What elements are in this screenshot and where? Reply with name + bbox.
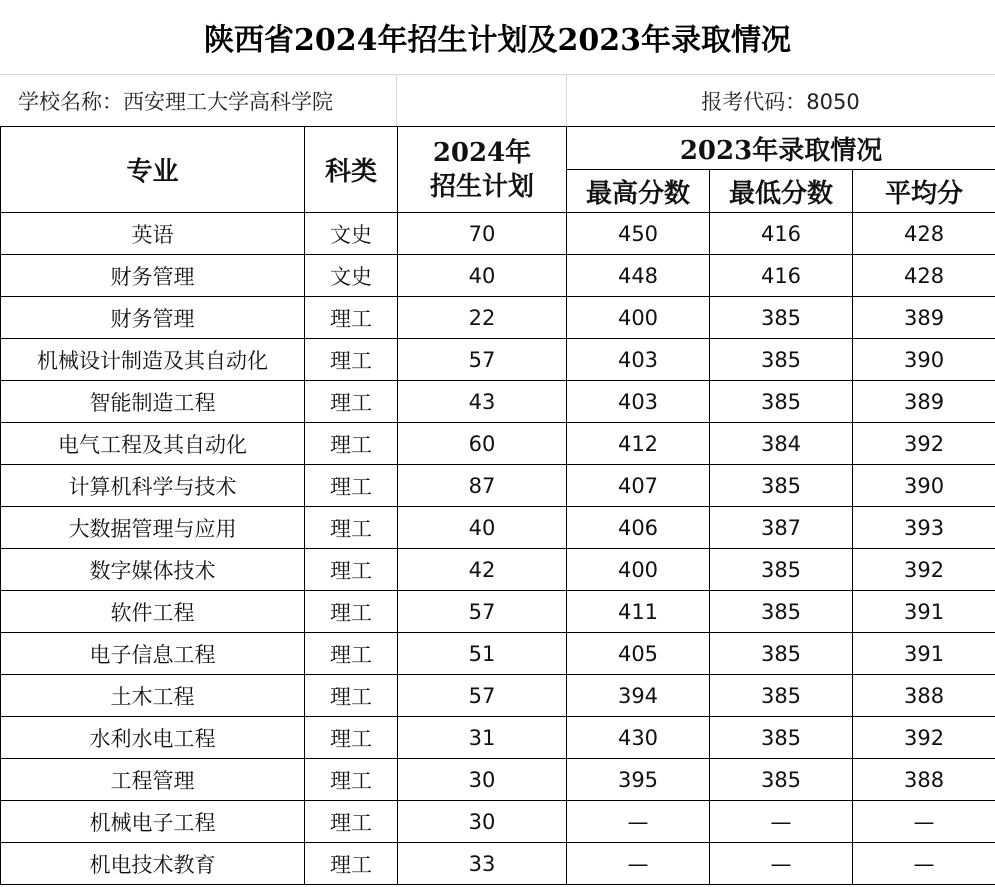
table-row (1, 255, 995, 297)
cell-avg-score: 392 (853, 423, 995, 465)
cell-max-score: 403 (567, 381, 710, 423)
cell-category: 理工 (305, 507, 398, 549)
header-plan-line2: 招生计划 (429, 171, 534, 202)
cell-avg-score: 391 (853, 633, 995, 675)
table-row (1, 297, 995, 339)
table-row (1, 801, 995, 843)
school-info-row (0, 75, 995, 126)
cell-min-score: 384 (710, 423, 853, 465)
cell-avg-score: 391 (853, 591, 995, 633)
table-row (1, 465, 995, 507)
sheet-title: 陕西省2024年招生计划及2023年录取情况 (0, 0, 995, 75)
cell-plan: 60 (398, 423, 567, 465)
cell-max-score: 400 (567, 549, 710, 591)
table-row (1, 591, 995, 633)
cell-major: 水利水电工程 (1, 717, 305, 759)
table-row (1, 381, 995, 423)
header-min-score: 最低分数 (710, 170, 853, 213)
cell-min-score: 385 (710, 633, 853, 675)
cell-major: 财务管理 (1, 297, 305, 339)
cell-plan: 57 (398, 339, 567, 381)
cell-max-score: 403 (567, 339, 710, 381)
table-row (1, 549, 995, 591)
cell-category: 理工 (305, 591, 398, 633)
cell-max-score: 448 (567, 255, 710, 297)
cell-avg-score: 389 (853, 381, 995, 423)
cell-max-score: 430 (567, 717, 710, 759)
cell-plan: 40 (398, 255, 567, 297)
cell-min-score: — (710, 801, 853, 843)
cell-avg-score: 393 (853, 507, 995, 549)
table-row (1, 339, 995, 381)
cell-avg-score: 388 (853, 675, 995, 717)
cell-avg-score: 428 (853, 255, 995, 297)
header-major: 专业 (1, 127, 305, 213)
table-row (1, 213, 995, 255)
cell-min-score: 416 (710, 213, 853, 255)
cell-min-score: 387 (710, 507, 853, 549)
cell-category: 理工 (305, 297, 398, 339)
cell-category: 理工 (305, 549, 398, 591)
cell-major: 机械电子工程 (1, 801, 305, 843)
cell-major: 计算机科学与技术 (1, 465, 305, 507)
cell-major: 电气工程及其自动化 (1, 423, 305, 465)
cell-major: 机械设计制造及其自动化 (1, 339, 305, 381)
cell-avg-score: 389 (853, 297, 995, 339)
cell-plan: 43 (398, 381, 567, 423)
cell-major: 大数据管理与应用 (1, 507, 305, 549)
cell-plan: 87 (398, 465, 567, 507)
cell-category: 理工 (305, 633, 398, 675)
cell-min-score: 385 (710, 339, 853, 381)
cell-max-score: 395 (567, 759, 710, 801)
cell-min-score: 385 (710, 759, 853, 801)
cell-major: 工程管理 (1, 759, 305, 801)
cell-major: 机电技术教育 (1, 843, 305, 885)
cell-avg-score: — (853, 801, 995, 843)
cell-avg-score: 390 (853, 465, 995, 507)
cell-major: 软件工程 (1, 591, 305, 633)
cell-avg-score: 390 (853, 339, 995, 381)
table-row (1, 717, 995, 759)
cell-max-score: 405 (567, 633, 710, 675)
header-avg-score: 平均分 (853, 170, 995, 213)
cell-plan: 33 (398, 843, 567, 885)
cell-category: 理工 (305, 759, 398, 801)
divider (396, 75, 397, 126)
school-code: 报考代码：8050 (701, 89, 860, 114)
cell-max-score: — (567, 843, 710, 885)
cell-min-score: 385 (710, 465, 853, 507)
cell-avg-score: — (853, 843, 995, 885)
cell-min-score: 385 (710, 549, 853, 591)
school-name: 学校名称：西安理工大学高科学院 (18, 89, 333, 114)
table-row (1, 759, 995, 801)
cell-category: 理工 (305, 339, 398, 381)
cell-max-score: 450 (567, 213, 710, 255)
header-plan (398, 127, 567, 213)
cell-plan: 30 (398, 801, 567, 843)
cell-min-score: 385 (710, 591, 853, 633)
table-row (1, 507, 995, 549)
cell-category: 理工 (305, 465, 398, 507)
cell-min-score: 385 (710, 381, 853, 423)
cell-plan: 57 (398, 675, 567, 717)
cell-min-score: 385 (710, 717, 853, 759)
cell-category: 文史 (305, 255, 398, 297)
cell-max-score: 412 (567, 423, 710, 465)
cell-plan: 30 (398, 759, 567, 801)
cell-max-score: 411 (567, 591, 710, 633)
cell-major: 英语 (1, 213, 305, 255)
cell-avg-score: 392 (853, 717, 995, 759)
cell-category: 理工 (305, 381, 398, 423)
cell-max-score: — (567, 801, 710, 843)
cell-min-score: 385 (710, 297, 853, 339)
cell-category: 文史 (305, 213, 398, 255)
header-plan-line1: 2024年 (432, 137, 532, 168)
cell-min-score: 385 (710, 675, 853, 717)
cell-category: 理工 (305, 423, 398, 465)
cell-category: 理工 (305, 675, 398, 717)
table-row (1, 633, 995, 675)
cell-major: 财务管理 (1, 255, 305, 297)
cell-max-score: 400 (567, 297, 710, 339)
cell-plan: 51 (398, 633, 567, 675)
cell-max-score: 406 (567, 507, 710, 549)
cell-avg-score: 392 (853, 549, 995, 591)
cell-plan: 31 (398, 717, 567, 759)
cell-max-score: 407 (567, 465, 710, 507)
cell-plan: 42 (398, 549, 567, 591)
cell-plan: 22 (398, 297, 567, 339)
cell-min-score: — (710, 843, 853, 885)
cell-avg-score: 428 (853, 213, 995, 255)
cell-major: 智能制造工程 (1, 381, 305, 423)
admission-table (0, 126, 995, 885)
cell-plan: 40 (398, 507, 567, 549)
cell-avg-score: 388 (853, 759, 995, 801)
cell-category: 理工 (305, 717, 398, 759)
header-2023-group: 2023年录取情况 (567, 127, 995, 170)
header-max-score: 最高分数 (567, 170, 710, 213)
cell-major: 电子信息工程 (1, 633, 305, 675)
header-category: 科类 (305, 127, 398, 213)
table-row (1, 423, 995, 465)
cell-category: 理工 (305, 801, 398, 843)
table-row (1, 843, 995, 885)
table-row (1, 675, 995, 717)
cell-plan: 57 (398, 591, 567, 633)
cell-category: 理工 (305, 843, 398, 885)
cell-plan: 70 (398, 213, 567, 255)
cell-major: 数字媒体技术 (1, 549, 305, 591)
cell-min-score: 416 (710, 255, 853, 297)
cell-max-score: 394 (567, 675, 710, 717)
cell-major: 土木工程 (1, 675, 305, 717)
